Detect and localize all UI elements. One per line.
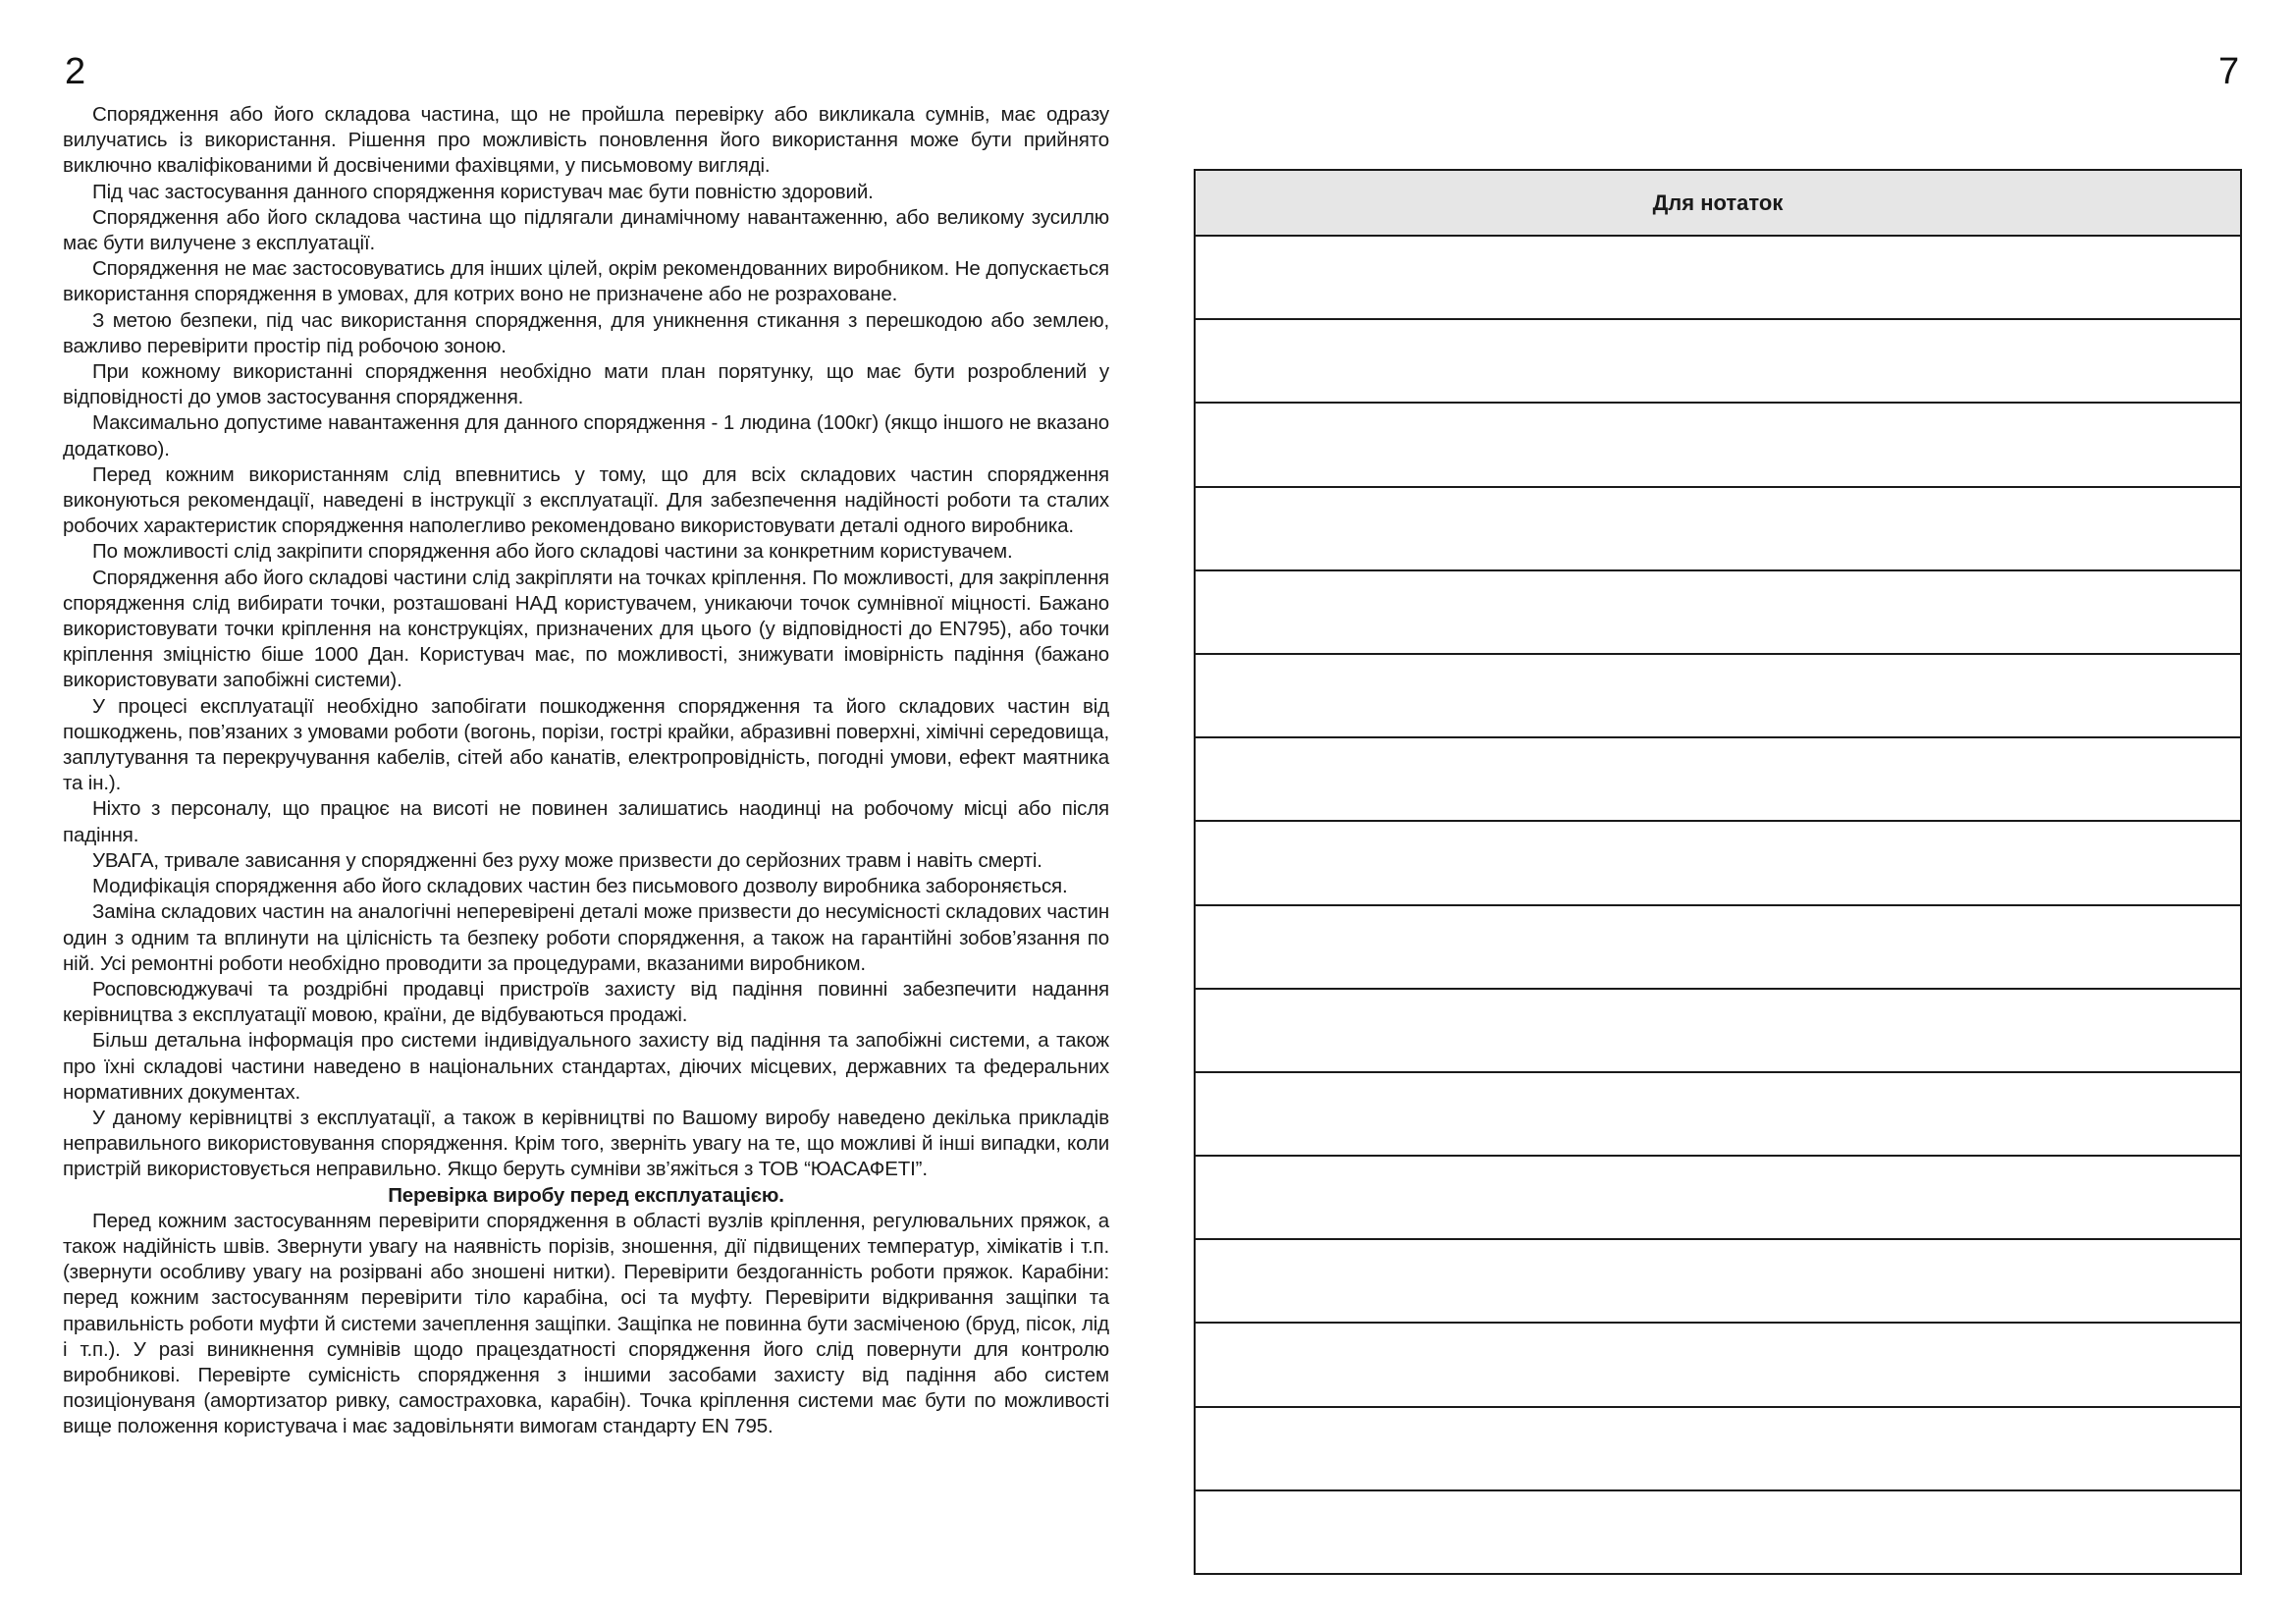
paragraph: УВАГА, тривале зависання у спорядженні без руху може призвести до серйозних травм і навіть смерті. — [92, 848, 1042, 872]
notes-row — [1196, 1324, 2240, 1407]
notes-row — [1196, 320, 2240, 404]
page-number-left: 2 — [65, 51, 86, 92]
paragraph: Модифікація спорядження або його складових частин без письмового дозволу виробника забороняється. — [92, 875, 1068, 898]
paragraph: Перед кожним використанням слід впевнитись у тому, що для всіх складових частин спорядження виконуються рекомендації, наведені в інструкції з експлуатації. Для забезпечення надійності роботи та сталих робочих характеристик спорядження наполегливо рекомендовано використовувати деталі одного виробника. — [63, 462, 1109, 538]
paragraph: Максимально допустиме навантаження для данного спорядження - 1 людина (100кг) (якщо іншого не вказано додатково). — [63, 411, 1109, 460]
paragraph: Спорядження або його складова частина що підлягали динамічному навантаженню, або великому зусиллю має бути вилучене з експлуатації. — [63, 205, 1109, 255]
notes-row — [1196, 990, 2240, 1073]
notes-row — [1196, 822, 2240, 905]
notes-row — [1196, 1240, 2240, 1324]
notes-row — [1196, 906, 2240, 990]
paragraph: Ніхто з персоналу, що працює на висоті не повинен залишатись наодинці на робочому місці або після падіння. — [63, 797, 1109, 846]
paragraph: Більш детальна інформація про системи індивідуального захисту від падіння та запобіжні системи, а також про їхні складові частини наведено в національних стандартах, діючих місцевих, державних та федеральних нормативних документах. — [63, 1029, 1109, 1104]
paragraph: Росповсюджувачі та роздрібні продавці пристроїв захисту від падіння повинні забезпечити надання керівництва з експлуатації мовою, країни, де відбуваються продажі. — [63, 977, 1109, 1027]
paragraph: У даному керівництві з експлуатації, а також в керівництві по Вашому виробу наведено декілька прикладів неправильного використовування спорядження. Крім того, зверніть увагу на те, що можливі й інші випадки, коли пристрій використовується неправильно. Якщо беруть сумніви зв’яжіться з ТОВ “ЮАСАФЕТІ”. — [63, 1106, 1109, 1181]
inspection-heading: Перевірка виробу перед експлуатацією. — [388, 1183, 784, 1207]
paragraph: Спорядження або його складова частина, що не пройшла перевірку або викликала сумнів, має одразу вилучатись із використання. Рішення про можливість поновлення його використання може бути прийнято виключно кваліфікованими й досвіченими фахівцями, у письмовому вигляді. — [63, 103, 1109, 178]
paragraph: При кожному використанні спорядження необхідно мати план порятунку, що має бути розроблений у відповідності до умов застосування спорядження. — [63, 360, 1109, 409]
notes-title: Для нотаток — [1196, 171, 2240, 237]
paragraph: Заміна складових частин на аналогічні неперевірені деталі може призвести до несумісності складових частин один з одним та вплинути на цілісність та безпеку роботи спорядження, а також на гарантійні зобов’язання по ній. Усі ремонтні роботи необхідно проводити за процедурами, вказаними виробником. — [63, 900, 1109, 975]
notes-row — [1196, 404, 2240, 487]
paragraph: З метою безпеки, під час використання спорядження, для уникнення стикання з перешкодою або землею, важливо перевірити простір під робочою зоною. — [63, 308, 1109, 357]
paragraph: У процесі експлуатації необхідно запобігати пошкодження спорядження та його складових частин від пошкоджень, пов’язаних з умовами роботи (вогонь, порізи, гострі крайки, абразивні поверхні, хімічні середовища, заплутування та перекручування кабелів, сітей або канатів, електропровідність, погодні умови, ефект маятника та ін.). — [63, 694, 1109, 795]
inspection-paragraphs — [63, 1209, 1109, 1440]
notes-row — [1196, 1157, 2240, 1240]
page-number-right: 7 — [2218, 51, 2240, 92]
notes-row — [1196, 655, 2240, 738]
notes-row — [1196, 571, 2240, 655]
notes-table — [1194, 169, 2242, 1575]
notes-row — [1196, 1073, 2240, 1157]
paragraph: Перед кожним застосуванням перевірити спорядження в області вузлів кріплення, регулювальних пряжок, а також надійність швів. Звернути увагу на наявність порізів, зношення, дії підвищених температур, хімікатів і т.п. (звернути особливу увагу на розірвані або зношені нитки). Перевірити бездоганність роботи пряжок. Карабіни: перед кожним застосуванням перевірити тіло карабіна, осі та муфту. Перевірити відкривання защіпки та правильність роботи муфти й системи зачеплення защіпки. Защіпка не повинна бути засміченою (бруд, пісок, лід і т.п.). У разі виникнення сумнівів щодо працездатності спорядження його слід повернути для контролю виробникові. Перевірте сумісність спорядження з іншими засобами захисту від падіння або систем позиціонуваня (амортизатор ривку, самостраховка, карабін). Точка кріплення системи має бути по можливості вище положення користувача і має задовільняти вимогам стандарту EN 795. — [63, 1209, 1109, 1438]
notes-row — [1196, 738, 2240, 822]
notes-row — [1196, 1408, 2240, 1491]
instructions-paragraphs — [63, 102, 1109, 1183]
paragraph: По можливості слід закріпити спорядження або його складові частини за конкретним користувачем. — [92, 540, 1013, 564]
paragraph: Під час застосування данного спорядження користувач має бути повністю здоровий. — [92, 180, 874, 203]
instructions-column — [63, 102, 1109, 1440]
notes-row — [1196, 1491, 2240, 1573]
notes-row — [1196, 237, 2240, 320]
paragraph: Спорядження не має застосовуватись для інших цілей, окрім рекомендованних виробником. Не допускається використання спорядження в умовах, для котрих воно не призначене або не розраховане. — [63, 257, 1109, 306]
notes-row — [1196, 488, 2240, 571]
paragraph: Спорядження або його складові частини слід закріпляти на точках кріплення. По можливості, для закріплення спорядження слід вибирати точки, розташовані НАД користувачем, уникаючи точок сумнівної міцності. Бажано використовувати точки кріплення на конструкціях, призначених для цього (у відповідності до EN795), або точки кріплення зміцністю біше 1000 Дан. Користувач має, по можливості, знижувати імовірність падіння (бажано використовувати запобіжні системи). — [63, 566, 1109, 692]
